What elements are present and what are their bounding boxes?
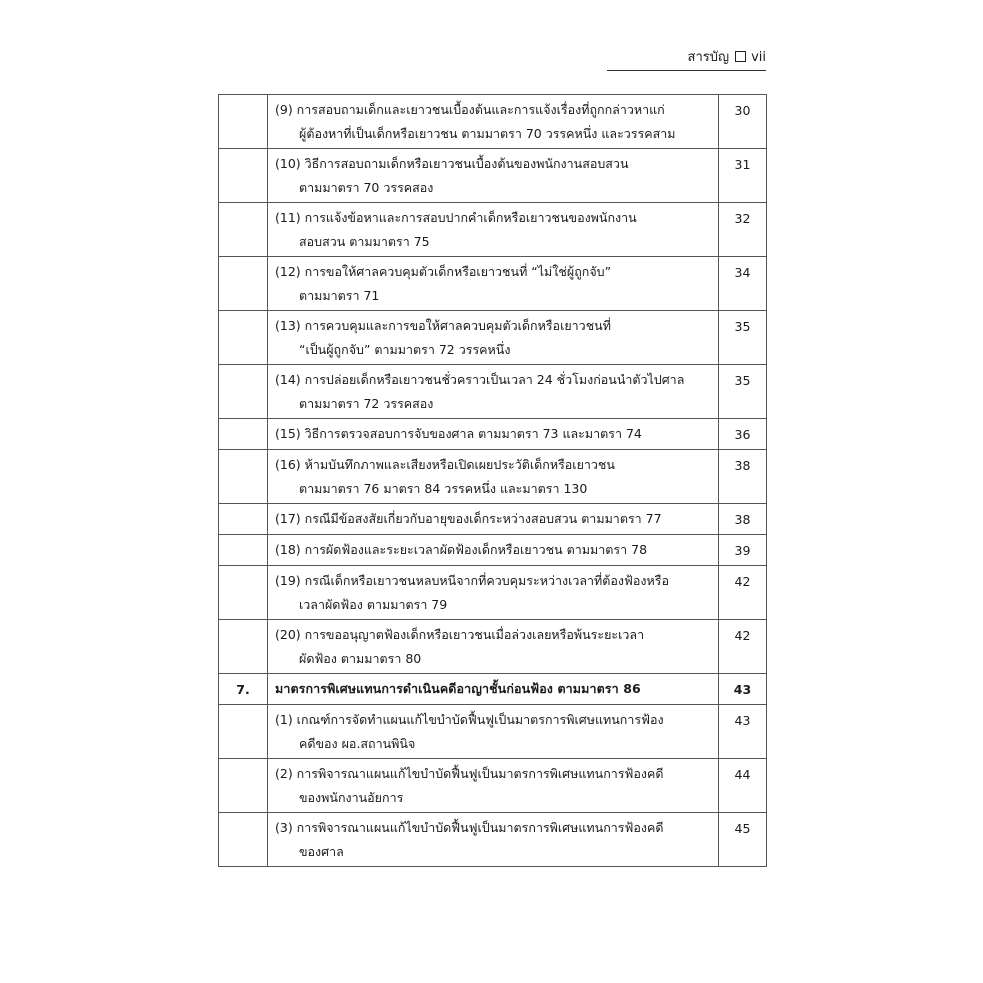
toc-item-number xyxy=(219,450,268,504)
toc-item-title-line1: (15) วิธีการตรวจสอบการจับของศาล ตามมาตรา 73 และมาตรา 74 xyxy=(275,426,642,441)
toc-item-number xyxy=(219,365,268,419)
toc-row xyxy=(219,149,767,203)
toc-item-number xyxy=(219,149,268,203)
toc-item-page: 43 xyxy=(719,674,767,705)
toc-item-title-line1: (20) การขออนุญาตฟ้องเด็กหรือเยาวชนเมื่อล่วงเลยหรือพ้นระยะเวลา xyxy=(275,627,645,642)
toc-item-number xyxy=(219,311,268,365)
header-page-number: vii xyxy=(751,50,766,65)
toc-row xyxy=(219,620,767,674)
toc-row xyxy=(219,257,767,311)
toc-item-title-line1: (9) การสอบถามเด็กและเยาวชนเบื้องต้นและการแจ้งเรื่องที่ถูกกล่าวหาแก่ xyxy=(275,102,665,117)
toc-item-title-line1: (12) การขอให้ศาลควบคุมตัวเด็กหรือเยาวชนที่ “ไม่ใช่ผู้ถูกจับ” xyxy=(275,264,612,279)
toc-item-title-line1: (17) กรณีมีข้อสงสัยเกี่ยวกับอายุของเด็กระหว่างสอบสวน ตามมาตรา 77 xyxy=(275,511,662,526)
toc-item-title-line2: คดีของ ผอ.สถานพินิจ xyxy=(299,736,416,751)
toc-item-number xyxy=(219,566,268,620)
toc-item-title xyxy=(268,95,719,149)
toc-item-title xyxy=(268,674,719,705)
toc-item-title-line2: ผู้ต้องหาที่เป็นเด็กหรือเยาวชน ตามมาตรา 70 วรรคหนึ่ง และวรรคสาม xyxy=(299,126,676,141)
toc-item-page: 44 xyxy=(719,759,767,813)
toc-item-title xyxy=(268,813,719,867)
toc-item-page: 38 xyxy=(719,450,767,504)
toc-item-page: 35 xyxy=(719,365,767,419)
toc-item-title-line1: (18) การผัดฟ้องและระยะเวลาผัดฟ้องเด็กหรือเยาวชน ตามมาตรา 78 xyxy=(275,542,648,557)
toc-item-title xyxy=(268,759,719,813)
toc-row xyxy=(219,813,767,867)
toc-item-number xyxy=(219,504,268,535)
toc-item-title-line2: เวลาผัดฟ้อง ตามมาตรา 79 xyxy=(299,597,448,612)
toc-item-page: 43 xyxy=(719,705,767,759)
toc-item-title-line2: ตามมาตรา 71 xyxy=(299,288,380,303)
toc-item-number xyxy=(219,535,268,566)
toc-row xyxy=(219,705,767,759)
toc-item-title-line1: (16) ห้ามบันทึกภาพและเสียงหรือเปิดเผยประวัติเด็กหรือเยาวชน xyxy=(275,457,615,472)
toc-item-page: 30 xyxy=(719,95,767,149)
toc-row xyxy=(219,450,767,504)
toc-item-number xyxy=(219,813,268,867)
page-header xyxy=(607,48,766,71)
toc-item-title-line2: “เป็นผู้ถูกจับ” ตามมาตรา 72 วรรคหนึ่ง xyxy=(299,342,511,357)
toc-item-page: 34 xyxy=(719,257,767,311)
square-icon xyxy=(735,51,746,62)
toc-item-page: 36 xyxy=(719,419,767,450)
toc-row xyxy=(219,504,767,535)
toc-item-title-line2: ผัดฟ้อง ตามมาตรา 80 xyxy=(299,651,422,666)
toc-item-title-line2: ของพนักงานอัยการ xyxy=(299,790,404,805)
header-title: สารบัญ xyxy=(687,50,730,65)
toc-item-page: 38 xyxy=(719,504,767,535)
toc-item-title xyxy=(268,450,719,504)
toc-item-title xyxy=(268,535,719,566)
toc-item-title-line2: สอบสวน ตามมาตรา 75 xyxy=(299,234,430,249)
toc-item-number xyxy=(219,203,268,257)
toc-item-page: 31 xyxy=(719,149,767,203)
toc-section-row xyxy=(219,674,767,705)
toc-item-page: 39 xyxy=(719,535,767,566)
toc-item-number: 7. xyxy=(219,674,268,705)
toc-item-title-line1: (2) การพิจารณาแผนแก้ไขบำบัดฟื้นฟูเป็นมาตรการพิเศษแทนการฟ้องคดี xyxy=(275,766,664,781)
toc-table xyxy=(218,94,767,867)
toc-item-title-line1: (14) การปล่อยเด็กหรือเยาวชนชั่วคราวเป็นเวลา 24 ชั่วโมงก่อนนำตัวไปศาล xyxy=(275,372,685,387)
toc-item-number xyxy=(219,95,268,149)
toc-item-page: 42 xyxy=(719,620,767,674)
toc-item-title-line2: ตามมาตรา 72 วรรคสอง xyxy=(299,396,434,411)
toc-item-title xyxy=(268,203,719,257)
toc-item-title xyxy=(268,504,719,535)
toc-row xyxy=(219,419,767,450)
toc-item-title-line1: (3) การพิจารณาแผนแก้ไขบำบัดฟื้นฟูเป็นมาตรการพิเศษแทนการฟ้องคดี xyxy=(275,820,664,835)
toc-item-title-line1: มาตรการพิเศษแทนการดำเนินคดีอาญาชั้นก่อนฟ้อง ตามมาตรา 86 xyxy=(275,681,641,696)
toc-row xyxy=(219,311,767,365)
toc-item-page: 32 xyxy=(719,203,767,257)
toc-item-title xyxy=(268,566,719,620)
toc-row xyxy=(219,365,767,419)
toc-item-page: 45 xyxy=(719,813,767,867)
toc-row xyxy=(219,759,767,813)
toc-item-title-line1: (11) การแจ้งข้อหาและการสอบปากคำเด็กหรือเยาวชนของพนักงาน xyxy=(275,210,637,225)
toc-item-number xyxy=(219,419,268,450)
toc-item-title xyxy=(268,419,719,450)
toc-item-title xyxy=(268,620,719,674)
toc-item-title-line1: (13) การควบคุมและการขอให้ศาลควบคุมตัวเด็กหรือเยาวชนที่ xyxy=(275,318,611,333)
toc-item-number xyxy=(219,620,268,674)
toc-row xyxy=(219,535,767,566)
toc-item-title xyxy=(268,365,719,419)
toc-item-title-line2: ของศาล xyxy=(299,844,344,859)
toc-item-title xyxy=(268,257,719,311)
toc-item-page: 42 xyxy=(719,566,767,620)
toc-item-number xyxy=(219,257,268,311)
toc-item-number xyxy=(219,759,268,813)
toc-row xyxy=(219,95,767,149)
toc-row xyxy=(219,566,767,620)
toc-item-number xyxy=(219,705,268,759)
toc-item-page: 35 xyxy=(719,311,767,365)
toc-item-title xyxy=(268,311,719,365)
toc-item-title-line2: ตามมาตรา 70 วรรคสอง xyxy=(299,180,434,195)
toc-row xyxy=(219,203,767,257)
toc-item-title-line1: (19) กรณีเด็กหรือเยาวชนหลบหนีจากที่ควบคุมระหว่างเวลาที่ต้องฟ้องหรือ xyxy=(275,573,669,588)
toc-body xyxy=(219,95,767,867)
toc-item-title-line2: ตามมาตรา 76 มาตรา 84 วรรคหนึ่ง และมาตรา 130 xyxy=(299,481,588,496)
toc-item-title xyxy=(268,705,719,759)
toc-item-title-line1: (1) เกณฑ์การจัดทำแผนแก้ไขบำบัดฟื้นฟูเป็นมาตรการพิเศษแทนการฟ้อง xyxy=(275,712,664,727)
toc-item-title-line1: (10) วิธีการสอบถามเด็กหรือเยาวชนเบื้องต้นของพนักงานสอบสวน xyxy=(275,156,629,171)
toc-item-title xyxy=(268,149,719,203)
